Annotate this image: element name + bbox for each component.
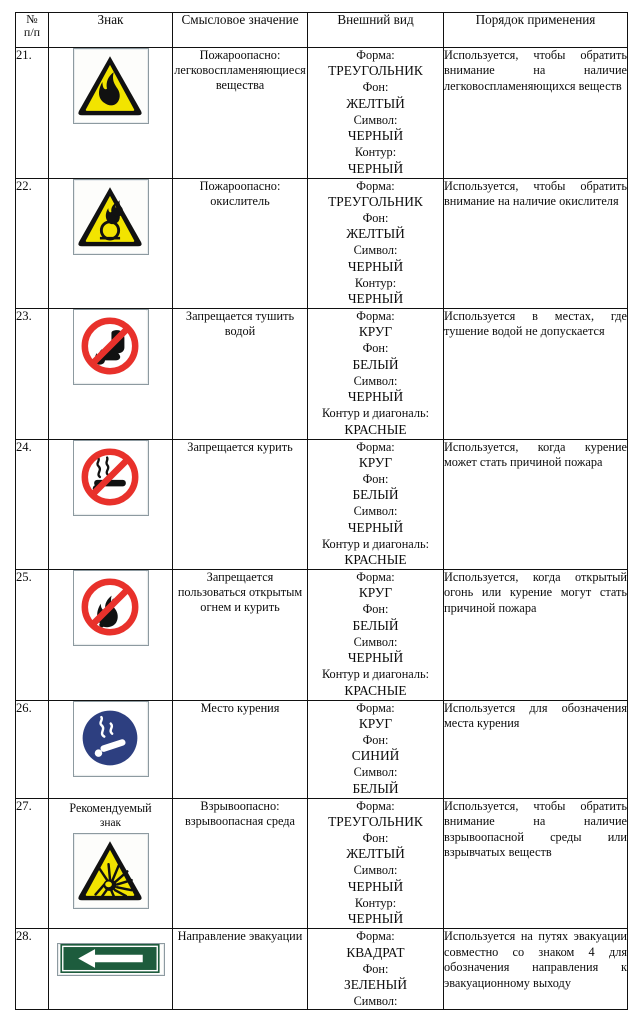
appearance-value: БЕЛЫЙ — [352, 356, 399, 372]
table-header — [16, 13, 628, 48]
column-header-usage: Порядок применения — [444, 13, 628, 48]
appearance-label: Форма: — [356, 48, 395, 62]
appearance-value: БЕЛЫЙ — [352, 780, 399, 796]
appearance-value: КВАДРАТ — [346, 944, 405, 960]
appearance-value: КРАСНЫЕ — [344, 682, 407, 698]
appearance-value: ЧЕРНЫЙ — [347, 911, 404, 927]
sign-appearance — [308, 48, 444, 179]
appearance-value: ЧЕРНЫЙ — [347, 258, 404, 274]
appearance-value: СИНИЙ — [351, 748, 400, 764]
appearance-value: ЧЕРНЫЙ — [347, 291, 404, 307]
header-row — [16, 13, 628, 48]
appearance-label: Контур: — [354, 145, 397, 160]
row-number: 23. — [16, 309, 49, 440]
table-row — [16, 439, 628, 570]
appearance-label: Фон: — [362, 961, 389, 976]
appearance-value: ЖЕЛТЫЙ — [346, 226, 405, 242]
appearance-value: ЗЕЛЕНЫЙ — [344, 976, 407, 992]
sign-cell — [49, 700, 173, 798]
appearance-value: ТРЕУГОЛЬНИК — [328, 814, 423, 830]
sign-meaning: Взрывоопасно: взрывоопасная среда — [173, 798, 308, 929]
sign-meaning: Пожароопасно: окислитель — [173, 178, 308, 309]
table-row — [16, 798, 628, 929]
appearance-label: Символ: — [353, 634, 398, 649]
mandatory-smoking-area-icon — [73, 701, 149, 777]
appearance-label: Контур: — [354, 275, 397, 290]
appearance-value: КРУГ — [358, 454, 393, 470]
row-number: 27. — [16, 798, 49, 929]
appearance-value: ЧЕРНЫЙ — [347, 389, 404, 405]
header-number-line2: п/п — [23, 25, 41, 40]
sign-usage: Используется в местах, где тушение водой не допускается — [444, 309, 628, 440]
appearance-label: Форма: — [356, 798, 395, 813]
sign-meaning: Запрещается тушить водой — [173, 309, 308, 440]
sign-cell — [49, 570, 173, 701]
appearance-value: ЧЕРНЫЙ — [347, 519, 404, 535]
appearance-label: Символ: — [353, 504, 398, 519]
fire-safety-signs-table — [15, 12, 628, 1010]
appearance-label: Символ: — [353, 243, 398, 258]
appearance-label: Символ: — [353, 112, 398, 127]
appearance-label: Фон: — [362, 831, 389, 845]
appearance-label: Контур: — [354, 895, 397, 910]
table-row — [16, 309, 628, 440]
header-number-line1: № — [26, 12, 38, 26]
table-row — [16, 570, 628, 701]
table-row — [16, 929, 628, 1010]
sign-usage: Используется, чтобы обратить внимание на наличие окислителя — [444, 178, 628, 309]
recommended-sign-note-line2: знак — [99, 816, 122, 829]
appearance-value: ТРЕУГОЛЬНИК — [328, 193, 423, 209]
appearance-label: Фон: — [362, 602, 389, 617]
prohibition-no-open-flame-icon — [73, 570, 149, 646]
table-row — [16, 178, 628, 309]
appearance-value: КРУГ — [358, 324, 393, 340]
appearance-label: Контур и диагональ: — [321, 667, 430, 682]
sign-appearance — [308, 929, 444, 1010]
row-number: 28. — [16, 929, 49, 1010]
warning-oxidizer-triangle-icon — [73, 179, 149, 255]
sign-usage: Используется, чтобы обратить внимание на наличие взрывоопасной среды или взрывчатых веществ — [444, 798, 628, 929]
recommended-sign-note-line1: Рекомендуемый — [69, 800, 152, 815]
appearance-label: Контур и диагональ: — [321, 536, 430, 551]
appearance-value: БЕЛЫЙ — [352, 617, 399, 633]
sign-appearance — [308, 570, 444, 701]
sign-cell — [49, 798, 173, 929]
appearance-value: БЕЛЫЙ — [352, 487, 399, 503]
row-number: 24. — [16, 439, 49, 570]
appearance-label: Форма: — [356, 700, 395, 715]
appearance-value: ЧЕРНЫЙ — [347, 650, 404, 666]
table-row — [16, 48, 628, 179]
sign-meaning: Место курения — [173, 700, 308, 798]
row-number: 22. — [16, 178, 49, 309]
row-number: 25. — [16, 570, 49, 701]
appearance-label: Фон: — [362, 80, 389, 95]
sign-usage: Используется, чтобы обратить внимание на наличие легковоспламеняющихся веществ — [444, 48, 628, 179]
sign-meaning: Запрещается курить — [173, 439, 308, 570]
prohibition-no-smoking-icon — [73, 440, 149, 516]
sign-cell — [49, 48, 173, 179]
appearance-value: ЧЕРНЫЙ — [347, 878, 404, 894]
sign-meaning: Запрещается пользоваться открытым огнем и курить — [173, 570, 308, 701]
appearance-label: Контур и диагональ: — [321, 406, 430, 421]
appearance-value: КРУГ — [358, 585, 393, 601]
appearance-label: Символ: — [353, 993, 398, 1008]
appearance-label: Символ: — [353, 373, 398, 388]
sign-cell — [49, 309, 173, 440]
sign-usage: Используется для обозначения места курения — [444, 700, 628, 798]
sign-usage: Используется, когда открытый огонь или курение могут стать причиной пожара — [444, 570, 628, 701]
appearance-label: Фон: — [362, 732, 389, 747]
appearance-value: ЖЕЛТЫЙ — [346, 95, 405, 111]
sign-meaning: Направление эвакуации — [173, 929, 308, 1010]
appearance-value: ТРЕУГОЛЬНИК — [328, 63, 423, 79]
appearance-label: Форма: — [356, 178, 395, 193]
column-header-meaning: Смысловое значение — [173, 13, 308, 48]
appearance-value: ЖЕЛТЫЙ — [346, 846, 405, 862]
column-header-sign: Знак — [49, 13, 173, 48]
appearance-label: Форма: — [356, 309, 395, 323]
sign-meaning: Пожароопасно: легковоспламеняющиеся вещества — [173, 48, 308, 179]
sign-usage: Используется на путях эвакуации совместно со знаком 4 для обозначения направления к эвакуационному выходу — [444, 929, 628, 1010]
sign-appearance — [308, 178, 444, 309]
appearance-value: КРАСНЫЕ — [344, 552, 407, 568]
recommended-sign-note — [55, 801, 166, 830]
appearance-label: Форма: — [356, 570, 395, 584]
appearance-value: ЧЕРНЫЙ — [347, 160, 404, 176]
appearance-label: Форма: — [356, 929, 395, 944]
row-number: 21. — [16, 48, 49, 179]
prohibition-no-water-extinguish-icon — [73, 309, 149, 385]
sign-appearance — [308, 798, 444, 929]
appearance-label: Фон: — [362, 210, 389, 225]
appearance-label: Фон: — [362, 471, 389, 486]
appearance-label: Форма: — [356, 439, 395, 454]
column-header-appearance: Внешний вид — [308, 13, 444, 48]
sign-appearance — [308, 309, 444, 440]
appearance-label: Символ: — [353, 765, 398, 780]
appearance-value: КРАСНЫЕ — [344, 421, 407, 437]
warning-explosive-triangle-icon — [73, 833, 149, 909]
appearance-label: Фон: — [362, 341, 389, 356]
sign-appearance — [308, 439, 444, 570]
sign-cell — [49, 178, 173, 309]
warning-flammable-triangle-icon — [73, 48, 149, 124]
sign-cell — [49, 929, 173, 1010]
sign-cell — [49, 439, 173, 570]
appearance-value: КРУГ — [358, 715, 393, 731]
row-number: 26. — [16, 700, 49, 798]
appearance-label: Символ: — [353, 863, 398, 878]
sign-usage: Используется, когда курение может стать причиной пожара — [444, 439, 628, 570]
table-body — [16, 48, 628, 1010]
sign-appearance — [308, 700, 444, 798]
table-row — [16, 700, 628, 798]
evacuation-direction-left-arrow-icon — [57, 943, 165, 976]
appearance-value: ЧЕРНЫЙ — [347, 128, 404, 144]
column-header-number — [16, 13, 49, 48]
